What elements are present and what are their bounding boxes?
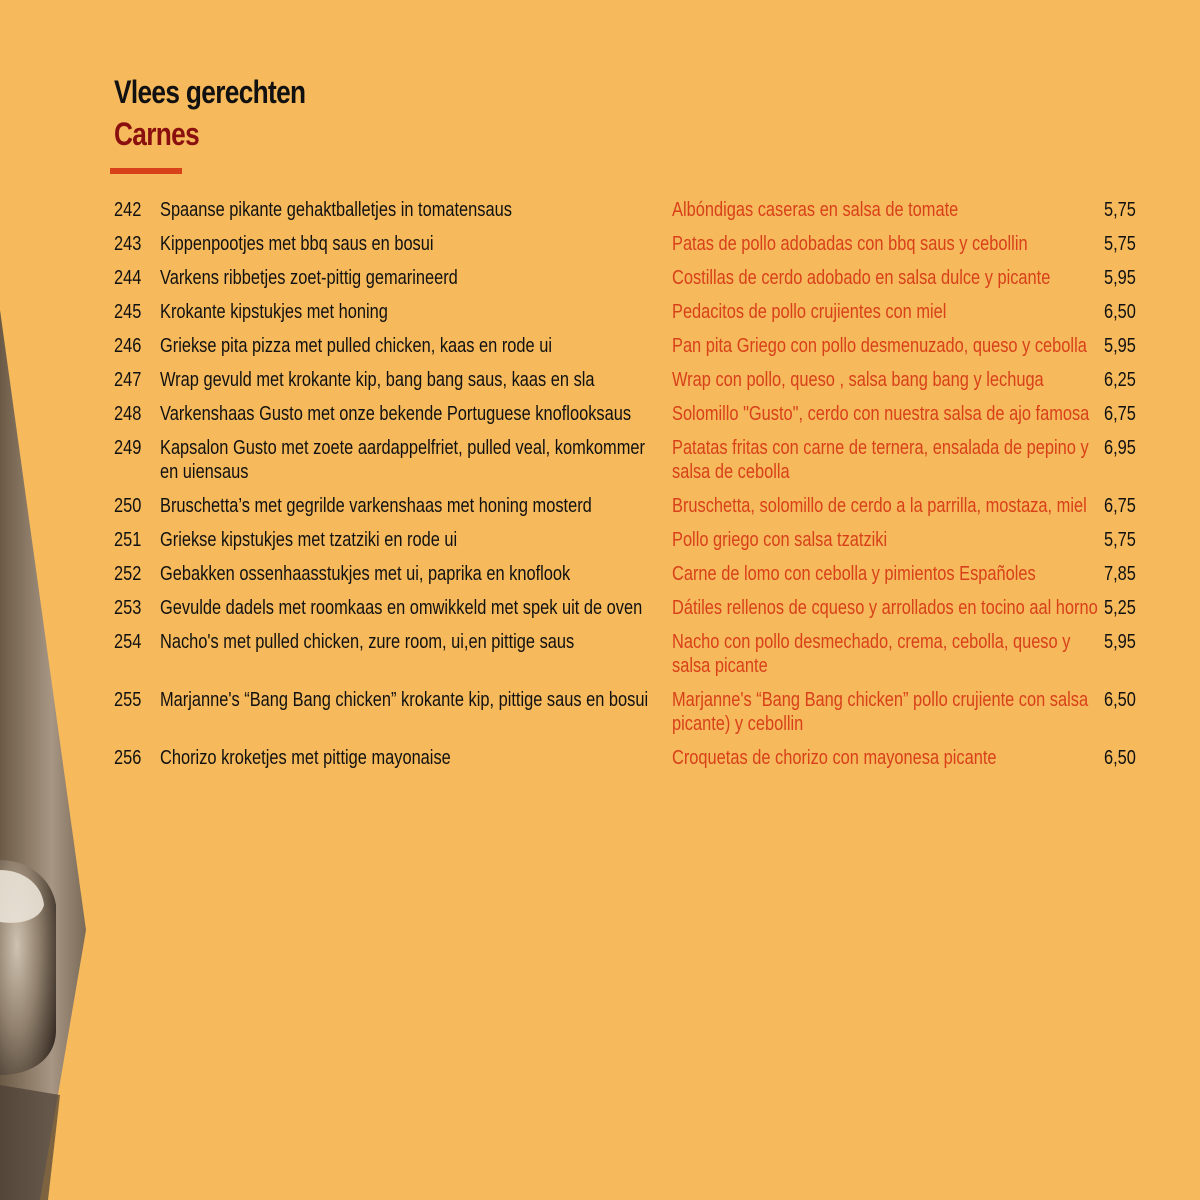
menu-item-number: 249 xyxy=(114,437,142,459)
menu-item-name-dutch: Varkens ribbetjes zoet-pittig gemarineerd xyxy=(160,267,458,289)
menu-item-price: 5,75 xyxy=(1104,529,1136,551)
menu-item-name-spanish: Nacho con pollo desmechado, crema, cebolla, queso y salsa picante xyxy=(672,631,1071,677)
menu-item-number: 242 xyxy=(114,199,142,221)
menu-item-number: 248 xyxy=(114,403,142,425)
menu-item-name-dutch: Wrap gevuld met krokante kip, bang bang saus, kaas en sla xyxy=(160,369,595,391)
menu-item-name-spanish: Solomillo "Gusto", cerdo con nuestra salsa de ajo famosa xyxy=(672,403,1090,425)
menu-item-name-spanish: Croquetas de chorizo con mayonesa picante xyxy=(672,747,997,769)
menu-item-price: 6,50 xyxy=(1104,301,1136,323)
menu-item-price: 6,50 xyxy=(1104,747,1136,769)
menu-item-price: 7,85 xyxy=(1104,563,1136,585)
section-title-spanish: Carnes xyxy=(114,116,200,152)
menu-item-price: 5,75 xyxy=(1104,233,1136,255)
menu-item-name-dutch: Griekse kipstukjes met tzatziki en rode ui xyxy=(160,529,458,551)
menu-item-price: 6,95 xyxy=(1104,437,1136,459)
menu-item-name-spanish: Costillas de cerdo adobado en salsa dulce y picante xyxy=(672,267,1051,289)
menu-item-number: 244 xyxy=(114,267,142,289)
menu-item-name-dutch: Kapsalon Gusto met zoete aardappelfriet, pulled veal, komkommer en uiensaus xyxy=(160,437,645,483)
menu-item-name-dutch: Bruschetta’s met gegrilde varkenshaas met honing mosterd xyxy=(160,495,592,517)
menu-item-name-dutch: Kippenpootjes met bbq saus en bosui xyxy=(160,233,434,255)
menu-item-number: 255 xyxy=(114,689,142,711)
menu-item-number: 245 xyxy=(114,301,142,323)
menu-item-name-spanish: Pan pita Griego con pollo desmenuzado, queso y cebolla xyxy=(672,335,1087,357)
menu-item-name-spanish: Pollo griego con salsa tzatziki xyxy=(672,529,888,551)
menu-item-number: 256 xyxy=(114,747,142,769)
menu-item-name-dutch: Marjanne's “Bang Bang chicken” krokante kip, pittige saus en bosui xyxy=(160,689,649,711)
menu-item-price: 6,25 xyxy=(1104,369,1136,391)
menu-item-price: 6,75 xyxy=(1104,403,1136,425)
menu-item-name-spanish: Albóndigas caseras en salsa de tomate xyxy=(672,199,959,221)
menu-item-number: 252 xyxy=(114,563,142,585)
menu-item-name-spanish: Patatas fritas con carne de ternera, ensalada de pepino y salsa de cebolla xyxy=(672,437,1089,483)
menu-item-price: 5,95 xyxy=(1104,631,1136,653)
menu-item-name-dutch: Gebakken ossenhaasstukjes met ui, paprika en knoflook xyxy=(160,563,571,585)
section-heading xyxy=(114,72,347,154)
menu-item-price: 5,75 xyxy=(1104,199,1136,221)
menu-item-name-spanish: Carne de lomo con cebolla y pimientos Españoles xyxy=(672,563,1036,585)
menu-item-name-dutch: Griekse pita pizza met pulled chicken, kaas en rode ui xyxy=(160,335,552,357)
menu-item-number: 254 xyxy=(114,631,142,653)
menu-item-name-dutch: Chorizo kroketjes met pittige mayonaise xyxy=(160,747,451,769)
menu-item-name-dutch: Nacho's met pulled chicken, zure room, ui,en pittige saus xyxy=(160,631,575,653)
menu-item-name-dutch: Spaanse pikante gehaktballetjes in tomatensaus xyxy=(160,199,512,221)
menu-item-name-dutch: Varkenshaas Gusto met onze bekende Portuguese knoflooksaus xyxy=(160,403,632,425)
menu-item-price: 5,95 xyxy=(1104,267,1136,289)
menu-item-price: 6,75 xyxy=(1104,495,1136,517)
menu-item-number: 250 xyxy=(114,495,142,517)
title-underline xyxy=(110,168,182,174)
menu-item-name-spanish: Bruschetta, solomillo de cerdo a la parrilla, mostaza, miel xyxy=(672,495,1087,517)
menu-item-price: 6,50 xyxy=(1104,689,1136,711)
menu-item-number: 246 xyxy=(114,335,142,357)
section-title-dutch: Vlees gerechten xyxy=(114,74,306,110)
menu-item-number: 243 xyxy=(114,233,142,255)
menu-item-name-spanish: Dátiles rellenos de cqueso y arrollados en tocino aal horno xyxy=(672,597,1098,619)
menu-item-name-spanish: Marjanne's “Bang Bang chicken” pollo crujiente con salsa picante) y cebollin xyxy=(672,689,1089,735)
menu-item-number: 251 xyxy=(114,529,142,551)
menu-item-price: 5,95 xyxy=(1104,335,1136,357)
menu-item-name-spanish: Wrap con pollo, queso , salsa bang bang y lechuga xyxy=(672,369,1044,391)
menu-item-name-spanish: Patas de pollo adobadas con bbq saus y cebollin xyxy=(672,233,1028,255)
menu-item-number: 253 xyxy=(114,597,142,619)
menu-item-price: 5,25 xyxy=(1104,597,1136,619)
menu-item-name-dutch: Gevulde dadels met roomkaas en omwikkeld met spek uit de oven xyxy=(160,597,643,619)
menu-item-number: 247 xyxy=(114,369,142,391)
menu-item-name-dutch: Krokante kipstukjes met honing xyxy=(160,301,388,323)
menu-item-name-spanish: Pedacitos de pollo crujientes con miel xyxy=(672,301,947,323)
